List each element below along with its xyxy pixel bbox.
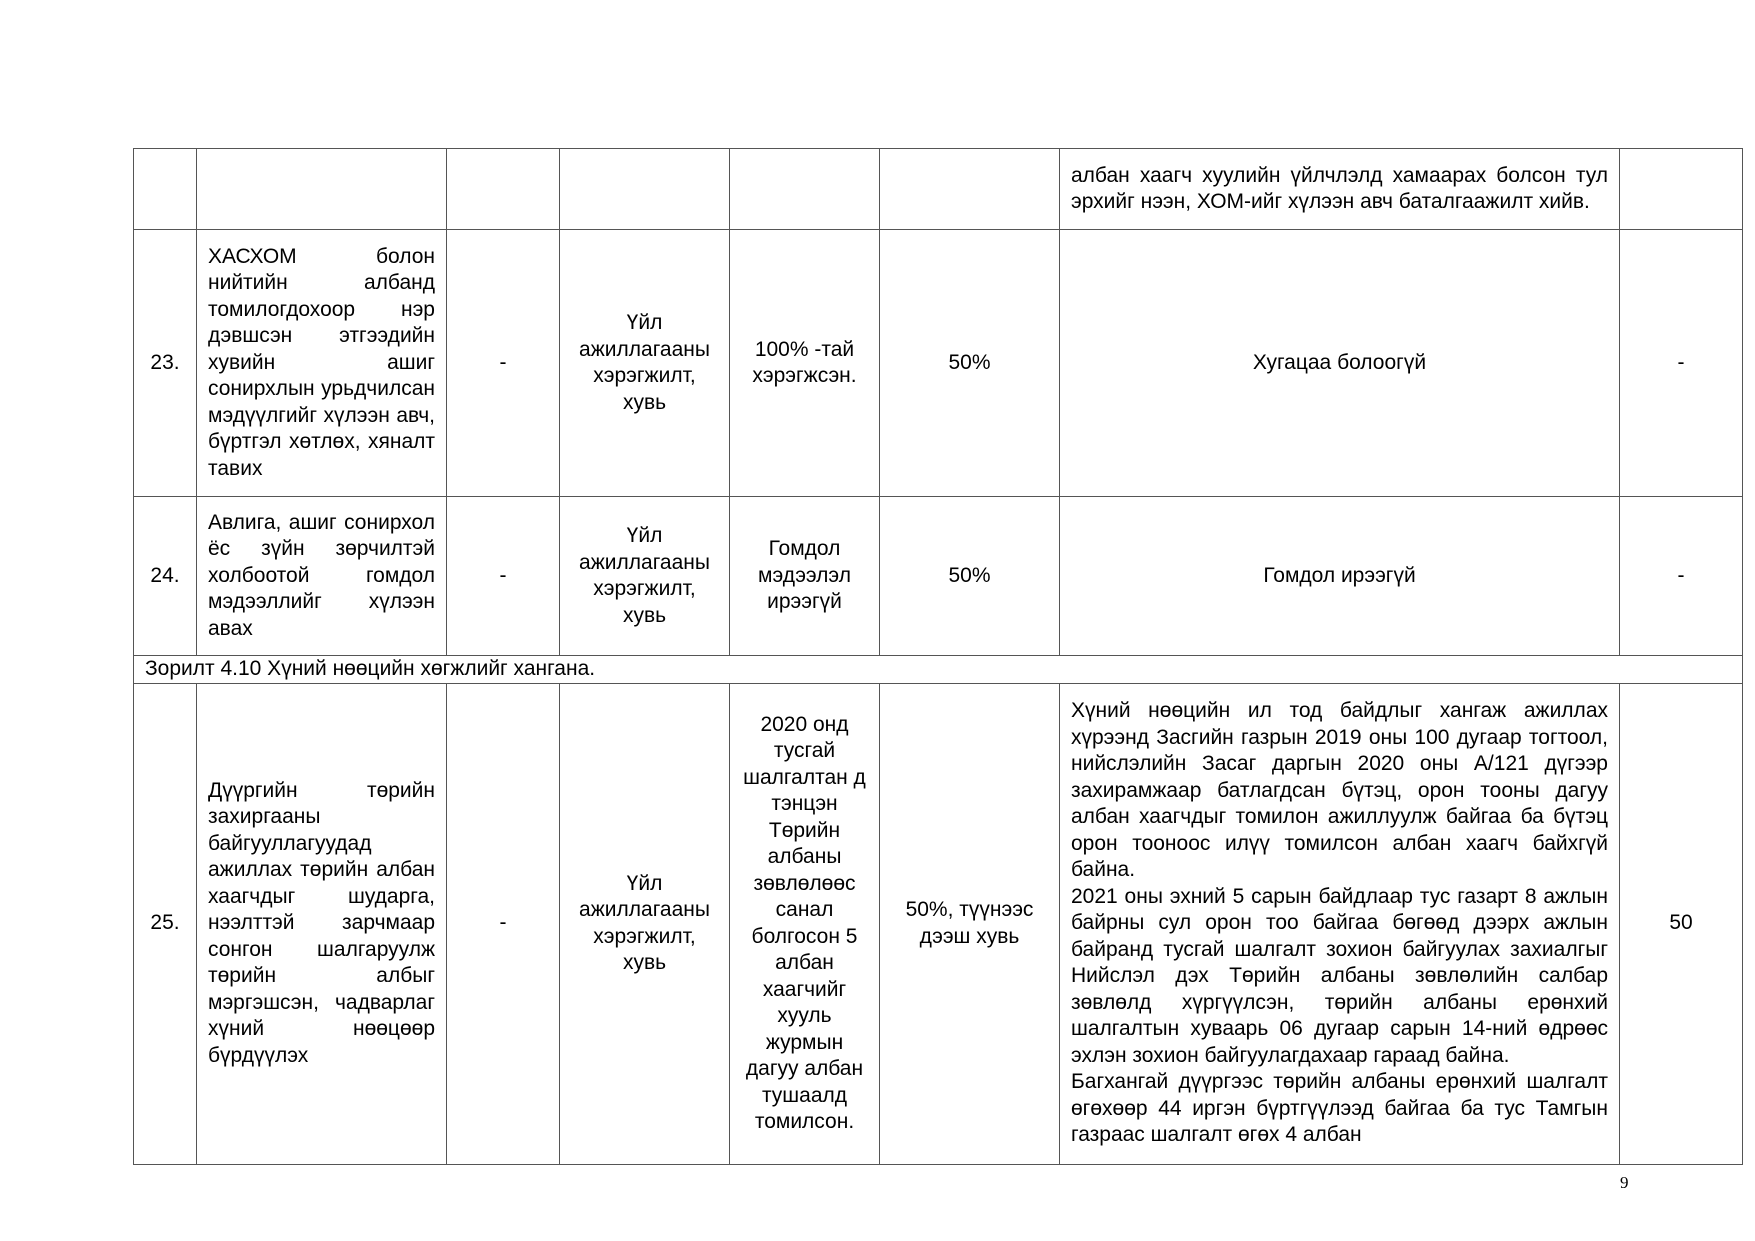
result-paragraph: Хүний нөөцийн ил тод байдлыг хангаж ажиллах хүрээнд Засгийн газрын 2019 оны 100 дугаар тогтоол, нийслэлийн Засаг даргын 2020 оны А/121 дүгээр захирамжаар батлагдсан бүтэц, орон тооны дагуу албан хаагчдыг томилон ажиллуулж байгаа ба бүтэц орон тооноос илүү томилсон албан хаагч байхгүй байна. [1071, 699, 1608, 882]
table-row-goal [134, 656, 1743, 684]
cell-result: Хугацаа болоогүй [1060, 230, 1620, 497]
result-paragraph: 2021 оны эхний 5 сарын байдлаар тус газарт 8 ажлын байрны сул орон тоо байгаа бөгөөд дээрх ажлын байранд тусгай шалгалт зохион байгуулах захиалгыг Нийслэл дэх Төрийн албаны зөвлөлийн салбар зөвлөлд хүргүүлсэн, төрийн албаны ерөнхий шалгалтын хуваарь 06 дугаар сарын 14-ний өдрөөс эхлэн зохион байгуулагдахаар гараад байна. [1071, 884, 1608, 1067]
cell-target: 50%, түүнээс дээш хувь [880, 683, 1060, 1164]
cell-result [1060, 683, 1620, 1164]
goal-heading: Зорилт 4.10 Хүний нөөцийн хөгжлийг хангана. [134, 656, 1743, 684]
cell-num: 25. [134, 683, 197, 1164]
cell-baseline [730, 149, 880, 230]
cell-indicator: Үйл ажиллагааны хэрэгжилт, хувь [560, 497, 730, 656]
cell-num: 23. [134, 230, 197, 497]
plan-implementation-table [133, 148, 1743, 1165]
cell-col3: - [447, 683, 560, 1164]
cell-indicator [560, 149, 730, 230]
cell-target: 50% [880, 230, 1060, 497]
cell-result: албан хаагч хуулийн үйлчлэлд хамаарах болсон тул эрхийг нээн, ХОМ-ийг хүлээн авч баталгаажилт хийв. [1060, 149, 1620, 230]
cell-activity: ХАСХОМ болон нийтийн албанд томилогдохоор нэр дэвшсэн этгээдийн хувийн ашиг сонирхлын урьдчилсан мэдүүлгийг хүлээн авч, бүртгэл хөтлөх, хяналт тавих [197, 230, 447, 497]
cell-score: 50 [1620, 683, 1743, 1164]
cell-col3: - [447, 497, 560, 656]
page-number: 9 [1620, 1173, 1629, 1192]
cell-baseline: 100% -тай хэрэгжсэн. [730, 230, 880, 497]
table-row-continued [134, 149, 1743, 230]
cell-score: - [1620, 497, 1743, 656]
table-row-25 [134, 683, 1743, 1164]
table-row-24 [134, 497, 1743, 656]
cell-col3 [447, 149, 560, 230]
table-row-23 [134, 230, 1743, 497]
cell-score: - [1620, 230, 1743, 497]
cell-activity: Авлига, ашиг сонирхол ёс зүйн зөрчилтэй холбоотой гомдол мэдээллийг хүлээн авах [197, 497, 447, 656]
cell-col3: - [447, 230, 560, 497]
cell-baseline: Гомдол мэдээлэл ирээгүй [730, 497, 880, 656]
cell-result: Гомдол ирээгүй [1060, 497, 1620, 656]
cell-num: 24. [134, 497, 197, 656]
cell-target [880, 149, 1060, 230]
cell-indicator: Үйл ажиллагааны хэрэгжилт, хувь [560, 683, 730, 1164]
cell-score [1620, 149, 1743, 230]
result-paragraph: Багхангай дүүргээс төрийн албаны ерөнхий шалгалт өгөхөөр 44 иргэн бүртгүүлээд байгаа ба тус Тамгын газраас шалгалт өгөх 4 албан [1071, 1070, 1608, 1147]
cell-indicator: Үйл ажиллагааны хэрэгжилт, хувь [560, 230, 730, 497]
cell-num [134, 149, 197, 230]
cell-activity [197, 149, 447, 230]
cell-baseline: 2020 онд тусгай шалгалтан д тэнцэн Төрийн албаны зөвлөлөөс санал болгосон 5 албан хаагчийг хууль журмын дагуу албан тушаалд томилсон. [730, 683, 880, 1164]
cell-target: 50% [880, 497, 1060, 656]
cell-activity: Дүүргийн төрийн захиргааны байгууллагуудад ажиллах төрийн албан хаагчдыг шударга, нээлттэй зарчмаар сонгон шалгаруулж төрийн албыг мэргэшсэн, чадварлаг хүний нөөцөөр бүрдүүлэх [197, 683, 447, 1164]
